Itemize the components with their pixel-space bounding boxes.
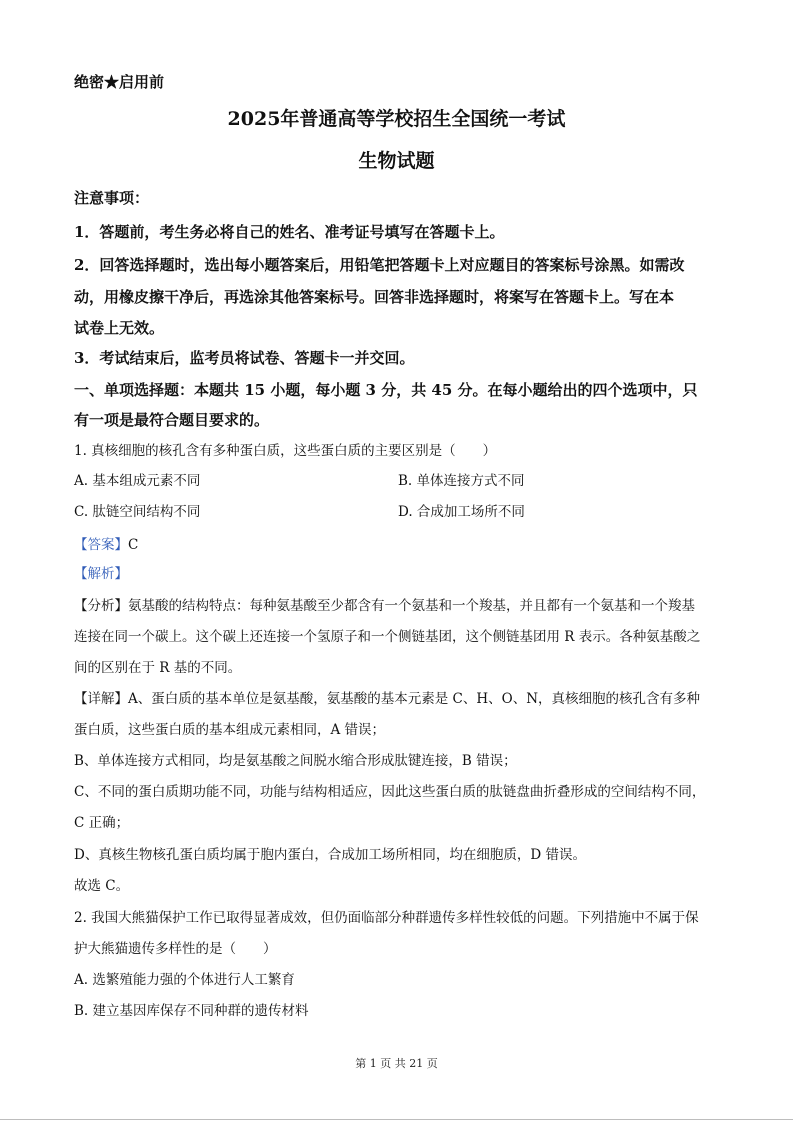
section-heading-line-2: 有一项是最符合题目要求的。 [74,411,270,429]
q1-stem: 1. 真核细胞的核孔含有多种蛋白质，这些蛋白质的主要区别是（ ） [74,443,497,459]
xiangjie-line-4: C、不同的蛋白质期功能不同，功能与结构相适应，因此这些蛋白质的肽链盘曲折叠形成的空间结构不同， [74,784,706,800]
q1-option-b: B. 单体连接方式不同 [398,473,525,489]
notice-item-2-line-2: 动，用橡皮擦干净后，再选涂其他答案标号。回答非选择题时，将案写在答题卡上。写在本 [74,288,675,306]
fenxi-line-3: 间的区别在于 R 基的不同。 [74,660,242,676]
notice-item-1: 1．答题前，考生务必将自己的姓名、准考证号填写在答题卡上。 [74,223,505,241]
exam-subtitle: 生物试题 [358,150,435,172]
xiangjie-line-5: C 正确； [74,815,130,831]
section-heading-line-1: 一、单项选择题：本题共 15 小题，每小题 3 分，共 45 分。在每小题给出的四个选项中，只 [74,381,698,399]
q2-stem-line-2: 护大熊猫遗传多样性的是（ ） [74,941,277,957]
fenxi-tag: 【分析】 [74,598,128,614]
page-bottom-rule [0,1119,793,1120]
q2-stem-line-1: 2. 我国大熊猫保护工作已取得显著成效，但仍面临部分种群遗传多样性较低的问题。下列措施中不属于保 [74,910,699,926]
q1-conclusion: 故选 C。 [74,878,130,894]
q1-answer: C [128,537,139,553]
fenxi-line-2: 连接在同一个碳上。这个碳上还连接一个氢原子和一个侧链基团，这个侧链基团用 R 表示。各种氨基酸之 [74,629,701,645]
xiangjie-line-6: D、真核生物核孔蛋白质均属于胞内蛋白，合成加工场所相同，均在细胞质，D 错误。 [74,847,586,863]
notice-item-2-line-1: 2．回答选择题时，选出每小题答案后，用铅笔把答题卡上对应题目的答案标号涂黑。如需改 [74,256,685,274]
page-number: 第 1 页 共 21 页 [355,1057,438,1070]
xiangjie-text-1: A、蛋白质的基本单位是氨基酸，氨基酸的基本元素是 C、H、O、N，真核细胞的核孔含有多种 [128,691,701,707]
fenxi-line-1 [74,596,695,616]
fenxi-text-1: 氨基酸的结构特点：每种氨基酸至少都含有一个氨基和一个羧基，并且都有一个氨基和一个羧基 [128,598,695,614]
exam-title: 2025年普通高等学校招生全国统一考试 [227,108,566,130]
notice-item-2-line-3: 试卷上无效。 [74,319,165,337]
q1-option-c: C. 肽链空间结构不同 [74,504,201,520]
xiangjie-tag: 【详解】 [74,691,128,707]
xiangjie-line-2: 蛋白质，这些蛋白质的基本组成元素相同，A 错误； [74,722,386,738]
notice-heading: 注意事项： [74,189,150,207]
analysis-tag: 【解析】 [74,566,128,582]
xiangjie-line-1 [74,689,700,709]
secret-label: 绝密★启用前 [74,73,165,91]
notice-item-3: 3．考试结束后，监考员将试卷、答题卡一并交回。 [74,349,415,367]
q1-option-d: D. 合成加工场所不同 [398,504,525,520]
answer-tag: 【答案】 [74,537,128,553]
q1-answer-line [74,535,138,555]
q2-option-a: A. 选繁殖能力强的个体进行人工繁育 [74,972,295,988]
q1-option-a: A. 基本组成元素不同 [74,473,201,489]
xiangjie-line-3: B、单体连接方式相同，均是氨基酸之间脱水缩合形成肽键连接，B 错误； [74,753,517,769]
q2-option-b: B. 建立基因库保存不同种群的遗传材料 [74,1003,309,1019]
